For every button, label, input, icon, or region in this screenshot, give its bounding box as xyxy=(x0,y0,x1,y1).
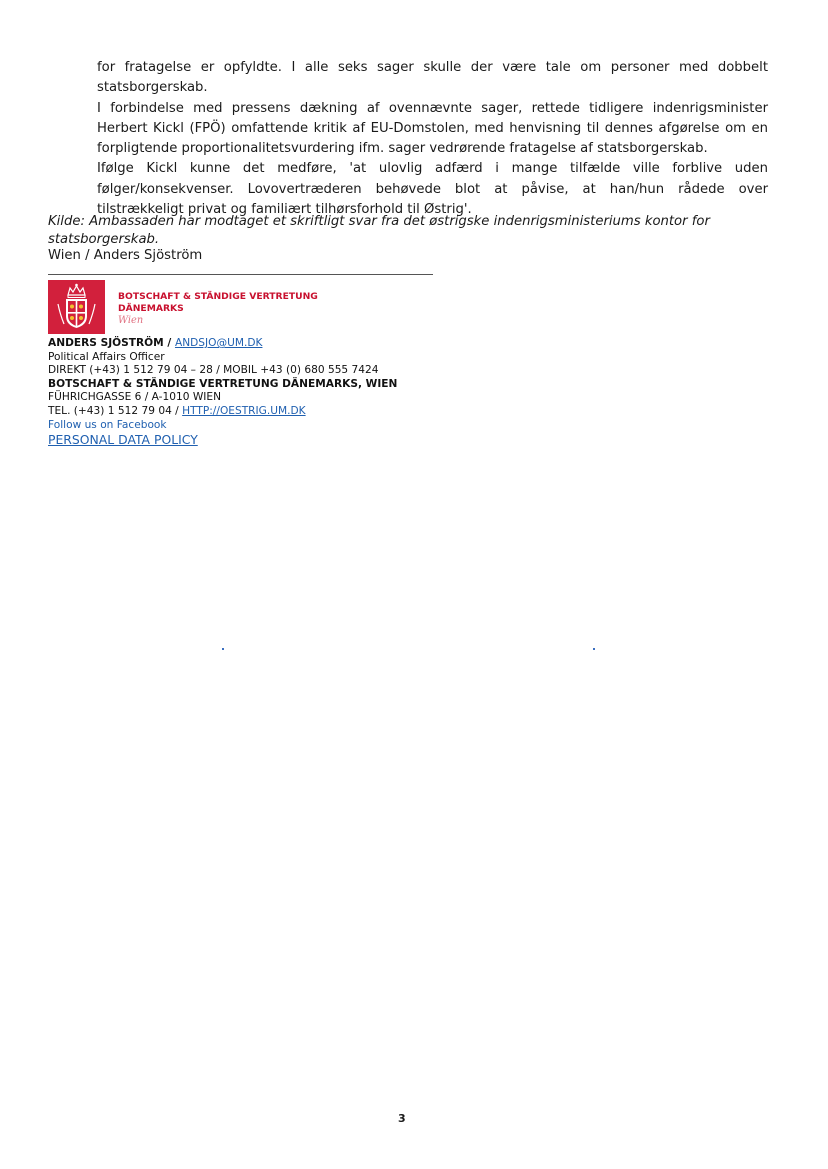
paragraph-3: Ifølge Kickl kunne det medføre, 'at ulovlig adfærd i mange tilfælde ville forblive uden følger/konsekvenser. Lovovertræderen behøvede blot at påvise, at han/hun rådede over tilstrækkeligt privat og familiært tilhørsforhold til Østrig'. xyxy=(97,161,768,218)
signature-title: Political Affairs Officer xyxy=(48,350,165,363)
facebook-link[interactable]: Follow us on Facebook xyxy=(48,418,167,431)
signature-phones: DIREKT (+43) 1 512 79 04 – 28 / MOBIL +43 (0) 680 555 7424 xyxy=(48,364,379,377)
scan-speck xyxy=(593,648,595,650)
signature-address: FÜHRICHGASSE 6 / A-1010 WIEN xyxy=(48,391,222,404)
embassy-wordmark xyxy=(118,291,318,327)
personal-data-policy-link[interactable]: PERSONAL DATA POLICY xyxy=(48,432,198,448)
email-link[interactable]: ANDSJO@UM.DK xyxy=(174,337,263,349)
signature-tel-line xyxy=(48,405,397,419)
tel-label: TEL. (+43) 1 512 79 04 / xyxy=(48,404,183,417)
source-note: Kilde: Ambassaden har modtaget et skriftligt svar fra det østrigske indenrigsministeriums kontor for statsborgerskab. xyxy=(48,214,710,247)
email-signature xyxy=(48,337,397,449)
signature-name-line xyxy=(48,337,397,351)
paragraph-1: for fratagelse er opfyldte. I alle seks sager skulle der være tale om personer med dobbelt statsborgerskab. xyxy=(97,60,768,96)
signature-divider xyxy=(48,274,433,275)
wordmark-city: Wien xyxy=(118,315,144,326)
scan-speck xyxy=(222,648,224,650)
signature-name: ANDERS SJÖSTRÖM xyxy=(48,337,164,349)
wordmark-line-1: BOTSCHAFT & STÄNDIGE VERTRETUNG xyxy=(118,291,318,302)
website-link[interactable]: HTTP://OESTRIG.UM.DK xyxy=(182,404,306,417)
wordmark-line-2: DÄNEMARKS xyxy=(118,303,184,314)
coat-of-arms-logo xyxy=(48,280,105,334)
crown-shield-icon xyxy=(48,280,105,334)
signature-org: BOTSCHAFT & STÄNDIGE VERTRETUNG DÄNEMARKS, WIEN xyxy=(48,377,398,390)
signoff: Wien / Anders Sjöström xyxy=(48,248,203,263)
name-separator: / xyxy=(163,337,175,349)
paragraph-2: I forbindelse med pressens dækning af ovennævnte sager, rettede tidligere indenrigsminister Herbert Kickl (FPÖ) omfattende kritik af EU-Domstolen, med henvisning til dennes afgørelse om en forpligtende proportionalitetsvurdering ifm. sager vedrørende fratagelse af statsborgerskab. xyxy=(97,100,768,157)
page-number: 3 xyxy=(398,1112,406,1125)
body-text xyxy=(97,58,768,220)
